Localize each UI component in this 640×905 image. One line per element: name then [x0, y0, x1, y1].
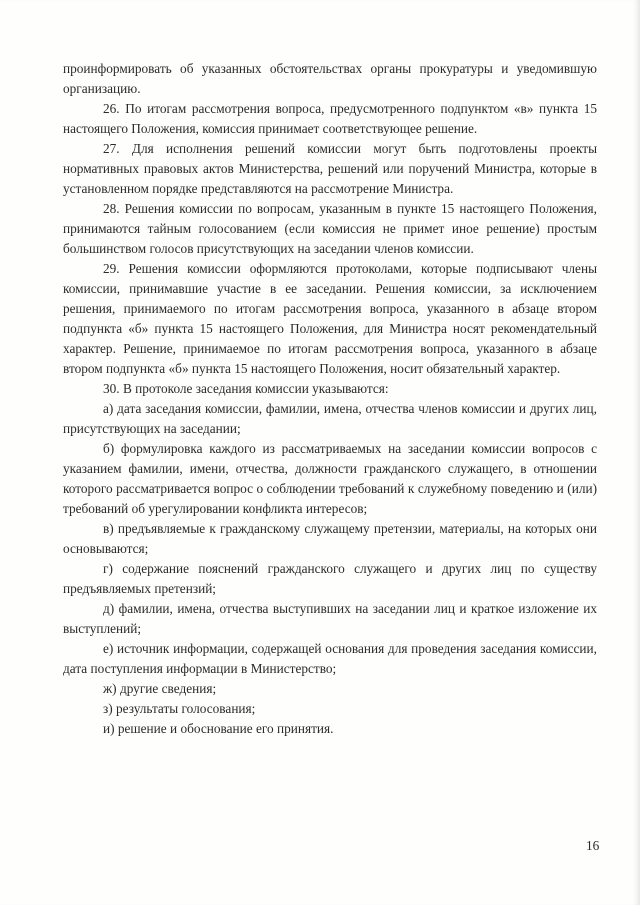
paragraph-26: 26. По итогам рассмотрения вопроса, предусмотренного подпунктом «в» пункта 15 настоящего Положения, комиссия принимает соответствующее решение.: [63, 101, 597, 136]
list-item-a: а) дата заседания комиссии, фамилии, имена, отчества членов комиссии и других лиц, присутствующих на заседании;: [63, 401, 597, 436]
page-number: 16: [586, 838, 600, 853]
list-item-zh: ж) другие сведения;: [103, 681, 217, 696]
list-item-d: д) фамилии, имена, отчества выступивших на заседании лиц и краткое изложение их выступлений;: [63, 601, 597, 636]
paragraph-28: 28. Решения комиссии по вопросам, указанным в пункте 15 настоящего Положения, принимаются тайным голосованием (если комиссия не примет иное решение) простым большинством голосов присутствующих на заседании членов комиссии.: [63, 201, 597, 256]
paragraph-30: 30. В протоколе заседания комиссии указываются:: [103, 381, 389, 396]
document-body: [63, 59, 597, 739]
list-item-i: и) решение и обоснование его принятия.: [103, 721, 334, 736]
list-item-e: е) источник информации, содержащей основания для проведения заседания комиссии, дата поступления информации в Министерство;: [63, 641, 597, 676]
list-item-z: з) результаты голосования;: [103, 701, 256, 716]
paragraph-continuation: проинформировать об указанных обстоятельствах органы прокуратуры и уведомившую организацию.: [63, 61, 597, 96]
paragraph-27: 27. Для исполнения решений комиссии могут быть подготовлены проекты нормативных правовых актов Министерства, решений или поручений Министра, которые в установленном порядке представляются на рассмотрение Министра.: [63, 141, 597, 196]
list-item-g: г) содержание пояснений гражданского служащего и других лиц по существу предъявляемых претензий;: [63, 561, 597, 596]
paragraph-29: 29. Решения комиссии оформляются протоколами, которые подписывают члены комиссии, принимавшие участие в ее заседании. Решения комиссии, за исключением решения, принимаемого по итогам рассмотрения вопроса, указанного в абзаце втором подпункта «б» пункта 15 настоящего Положения, для Министра носят рекомендательный характер. Решение, принимаемое по итогам рассмотрения вопроса, указанного в абзаце втором подпункта «б» пункта 15 настоящего Положения, носит обязательный характер.: [63, 261, 597, 376]
list-item-b: б) формулировка каждого из рассматриваемых на заседании комиссии вопросов с указанием фамилии, имени, отчества, должности гражданского служащего, в отношении которого рассматривается вопрос о соблюдении требований к служебному поведению и (или) требований об урегулировании конфликта интересов;: [63, 441, 597, 516]
list-item-v: в) предъявляемые к гражданскому служащему претензии, материалы, на которых они основываются;: [63, 521, 597, 556]
